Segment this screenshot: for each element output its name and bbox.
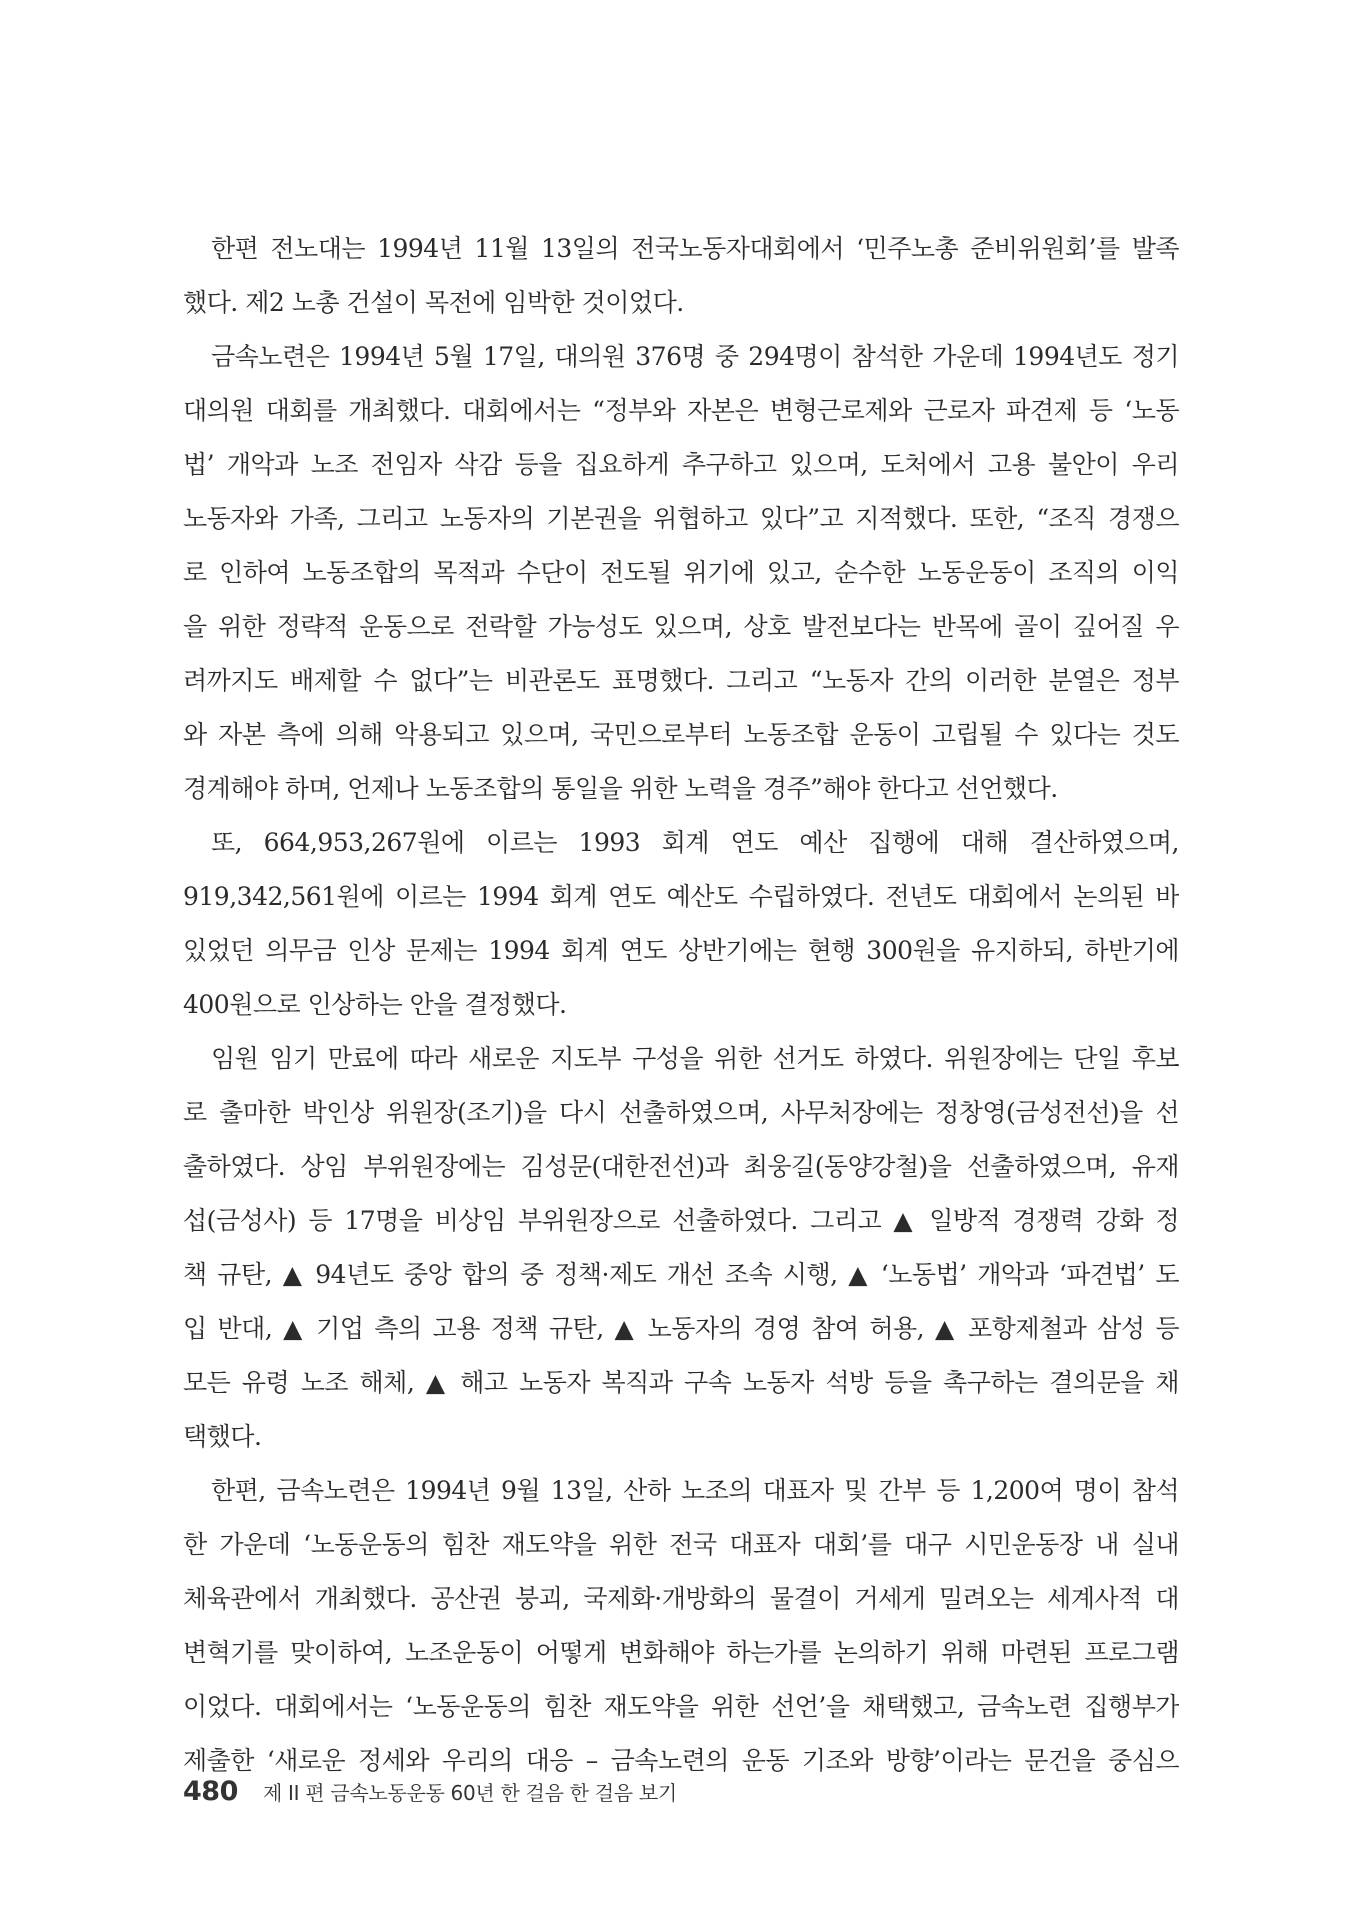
- text-line: 있었던 의무금 인상 문제는 1994 회계 연도 상반기에는 현행 300원을 유지하되, 하반기에: [183, 936, 1179, 965]
- text-line: 법’ 개악과 노조 전임자 삭감 등을 집요하게 추구하고 있으며, 도처에서 고용 불안이 우리: [183, 450, 1179, 479]
- paragraph-2: [183, 330, 1179, 816]
- text-line: 책 규탄, ▲ 94년도 중앙 합의 중 정책·제도 개선 조속 시행, ▲ ‘노동법’ 개악과 ‘파견법’ 도: [183, 1260, 1179, 1289]
- text-line: 입 반대, ▲ 기업 측의 고용 정책 규탄, ▲ 노동자의 경영 참여 허용, ▲ 포항제철과 삼성 등: [183, 1314, 1179, 1343]
- text-line: 한편 전노대는 1994년 11월 13일의 전국노동자대회에서 ‘민주노총 준비위원회’를 발족: [211, 234, 1179, 263]
- text-line: 변혁기를 맞이하여, 노조운동이 어떻게 변화해야 하는가를 논의하기 위해 마련된 프로그램: [183, 1638, 1179, 1667]
- text-line: 이었다. 대회에서는 ‘노동운동의 힘찬 재도약을 위한 선언’을 채택했고, 금속노련 집행부가: [183, 1692, 1179, 1721]
- page-footer: [183, 1774, 677, 1810]
- text-line: 로 출마한 박인상 위원장(조기)을 다시 선출하였으며, 사무처장에는 정창영(금성전선)을 선: [183, 1098, 1179, 1127]
- paragraph-3: [183, 816, 1179, 1032]
- text-line: 대의원 대회를 개최했다. 대회에서는 “정부와 자본은 변형근로제와 근로자 파견제 등 ‘노동: [183, 396, 1179, 425]
- paragraph-4: [183, 1032, 1179, 1464]
- text-line: 체육관에서 개최했다. 공산권 붕괴, 국제화·개방화의 물결이 거세게 밀려오는 세계사적 대: [183, 1584, 1179, 1613]
- text-line: 와 자본 측에 의해 악용되고 있으며, 국민으로부터 노동조합 운동이 고립될 수 있다는 것도: [183, 720, 1179, 749]
- text-line: 모든 유령 노조 해체, ▲ 해고 노동자 복직과 구속 노동자 석방 등을 촉구하는 결의문을 채: [183, 1368, 1179, 1397]
- text-line: 을 위한 정략적 운동으로 전락할 가능성도 있으며, 상호 발전보다는 반목에 골이 깊어질 우: [183, 612, 1179, 641]
- page-body: [183, 222, 1179, 1788]
- text-line: 했다. 제2 노총 건설이 목전에 임박한 것이었다.: [183, 288, 684, 317]
- text-line: 한 가운데 ‘노동운동의 힘찬 재도약을 위한 전국 대표자 대회’를 대구 시민운동장 내 실내: [183, 1530, 1179, 1559]
- text-line: 출하였다. 상임 부위원장에는 김성문(대한전선)과 최웅길(동양강철)을 선출하였으며, 유재: [183, 1152, 1179, 1181]
- paragraph-1: [183, 222, 1179, 330]
- text-line: 로 인하여 노동조합의 목적과 수단이 전도될 위기에 있고, 순수한 노동운동이 조직의 이익: [183, 558, 1179, 587]
- text-line: 경계해야 하며, 언제나 노동조합의 통일을 위한 노력을 경주”해야 한다고 선언했다.: [183, 774, 1058, 803]
- text-line: 섭(금성사) 등 17명을 비상임 부위원장으로 선출하였다. 그리고 ▲ 일방적 경쟁력 강화 정: [183, 1206, 1179, 1235]
- text-line: 한편, 금속노련은 1994년 9월 13일, 산하 노조의 대표자 및 간부 등 1,200여 명이 참석: [211, 1476, 1179, 1505]
- text-line: 려까지도 배제할 수 없다”는 비관론도 표명했다. 그리고 “노동자 간의 이러한 분열은 정부: [183, 666, 1179, 695]
- text-line: 400원으로 인상하는 안을 결정했다.: [183, 990, 567, 1019]
- paragraph-5: [183, 1464, 1179, 1788]
- page-number: 480: [183, 1776, 238, 1807]
- text-line: 택했다.: [183, 1422, 262, 1451]
- text-line: 임원 임기 만료에 따라 새로운 지도부 구성을 위한 선거도 하였다. 위원장에는 단일 후보: [211, 1044, 1179, 1073]
- text-line: 제출한 ‘새로운 정세와 우리의 대응 – 금속노련의 운동 기조와 방향’이라는 문건을 중심으: [183, 1746, 1179, 1775]
- text-line: 919,342,561원에 이르는 1994 회계 연도 예산도 수립하였다. 전년도 대회에서 논의된 바: [183, 882, 1179, 911]
- text-line: 또, 664,953,267원에 이르는 1993 회계 연도 예산 집행에 대해 결산하였으며,: [211, 828, 1179, 857]
- running-title: 제 II 편 금속노동운동 60년 한 걸음 한 걸음 보기: [262, 1781, 677, 1805]
- text-line: 금속노련은 1994년 5월 17일, 대의원 376명 중 294명이 참석한 가운데 1994년도 정기: [211, 342, 1179, 371]
- text-line: 노동자와 가족, 그리고 노동자의 기본권을 위협하고 있다”고 지적했다. 또한, “조직 경쟁으: [183, 504, 1179, 533]
